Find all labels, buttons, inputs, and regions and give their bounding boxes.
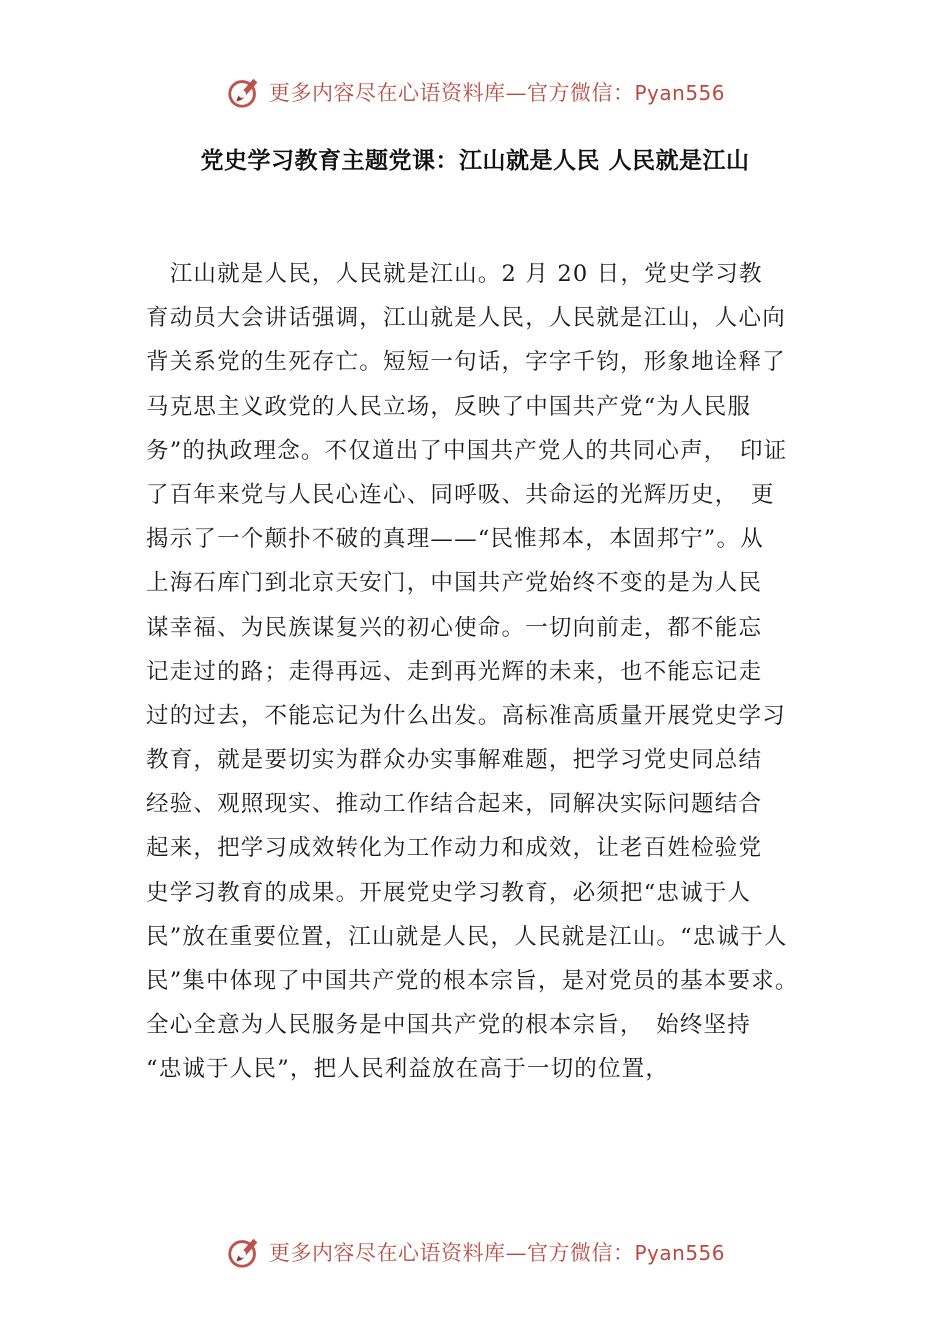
body-line: “忠诚于人民”，把人民利益放在高于一切的位置， [146,1056,670,1083]
body-line: 教育，就是要切实为群众办实事解难题，把学习党史同总结 [146,747,763,774]
body-line: 上海石库门到北京天安门，中国共产党始终不变的是为人民 [146,570,763,597]
body-line: 史学习教育的成果。开展党史学习教育，必须把“忠诚于人 [146,879,752,906]
body-line: 了百年来党与人民心连心、同呼吸、共命运的光辉历史， 更 [146,481,775,508]
footer-banner-wechat-id: Pyan556 [634,1241,725,1265]
body-line: 过的过去，不能忘记为什么出发。高标准高质量开展党史学习 [146,702,786,729]
document-body [146,252,826,1092]
pen-nib-circle-logo-icon [225,73,263,111]
body-line: 经验、观照现实、推动工作结合起来，同解决实际问题结合 [146,791,763,818]
body-line: 记走过的路；走得再远、走到再光辉的未来，也不能忘记走 [146,658,763,685]
body-line: 背关系党的生死存亡。短短一句话，字字千钧，形象地诠释了 [146,349,786,376]
footer-banner-label: 官方微信： [526,1241,635,1265]
footer-banner-slogan: 更多内容尽在心语资料库 [268,1241,506,1265]
header-banner-label: 官方微信： [526,81,635,105]
body-line: 马克思主义政党的人民立场，反映了中国共产党“为人民服 [146,393,752,420]
pen-nib-circle-logo-icon [225,1233,263,1271]
header-banner-wechat-id: Pyan556 [634,81,725,105]
header-banner-text [269,77,725,107]
footer-banner-separator: — [505,1241,527,1265]
header-banner [0,70,950,114]
body-line: 民”放在重要位置，江山就是人民，人民就是江山。“忠诚于人 [146,923,788,950]
footer-banner [0,1230,950,1274]
body-line: 育动员大会讲话强调，江山就是人民，人民就是江山，人心向 [146,305,786,332]
document-title: 党史学习教育主题党课：江山就是人民 人民就是江山 [200,147,750,174]
body-line: 民”集中体现了中国共产党的根本宗旨，是对党员的基本要求。 [146,968,799,994]
footer-banner-text [269,1237,725,1267]
body-line: 江山就是人民，人民就是江山。2 月 20 日，党史学习教 [146,261,763,287]
body-line: 务”的执政理念。不仅道出了中国共产党人的共同心声， 印证 [146,437,788,464]
body-line: 揭示了一个颠扑不破的真理——“民惟邦本，本固邦宁”。从 [146,526,764,553]
body-line: 谋幸福、为民族谋复兴的初心使命。一切向前走，都不能忘 [146,614,763,641]
header-banner-separator: — [505,81,527,105]
header-banner-slogan: 更多内容尽在心语资料库 [268,81,506,105]
body-line: 全心全意为人民服务是中国共产党的根本宗旨， 始终坚持 [146,1012,751,1039]
body-line: 起来，把学习成效转化为工作动力和成效，让老百姓检验党 [146,835,763,862]
